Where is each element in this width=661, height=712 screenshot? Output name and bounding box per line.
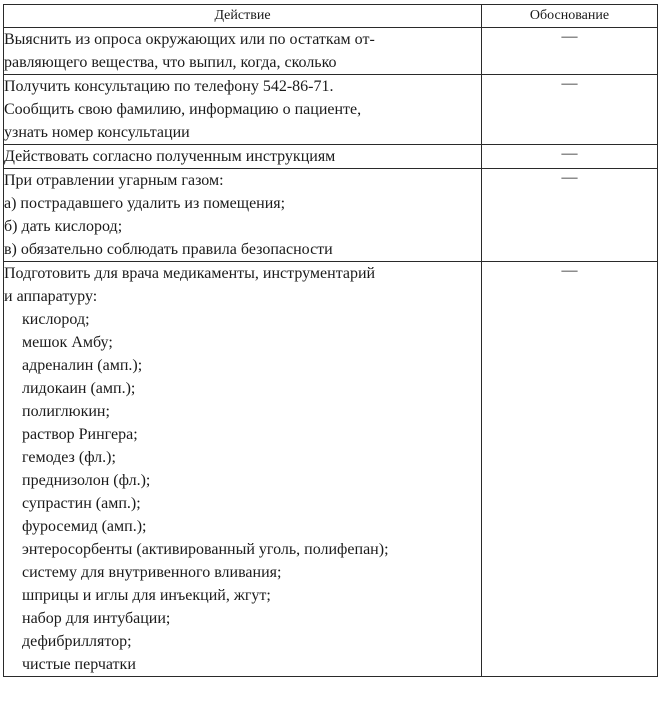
header-basis: Обоснование [482, 5, 658, 28]
list-item: полиглюкин; [22, 403, 110, 420]
action-cell [4, 75, 482, 145]
list-item: гемодез (фл.); [22, 449, 116, 466]
list-item: энтеросорбенты (активированный уголь, полифепан); [22, 541, 389, 558]
action-line: б) дать кислород; [4, 218, 123, 235]
list-item: шприцы и иглы для инъекций, жгут; [22, 587, 271, 604]
action-cell [4, 145, 482, 169]
list-item: лидокаин (амп.); [22, 380, 136, 397]
list-item: преднизолон (фл.); [22, 472, 151, 489]
action-cell [4, 28, 482, 75]
table-row [4, 75, 658, 145]
protocol-table [3, 4, 658, 677]
list-item: систему для внутривенного вливания; [22, 564, 282, 581]
action-line: Получить консультацию по телефону 542-86-71. [4, 78, 334, 95]
action-line: равляющего вещества, что выпил, когда, сколько [4, 54, 337, 71]
list-item: дефибриллятор; [22, 633, 132, 650]
list-item: кислород; [22, 311, 90, 328]
action-line: При отравлении угарным газом: [4, 172, 224, 189]
action-line: в) обязательно соблюдать правила безопасности [4, 241, 333, 258]
action-line: Выяснить из опроса окружающих или по остаткам от- [4, 31, 375, 48]
basis-cell: — [482, 145, 658, 169]
action-cell [4, 262, 482, 677]
table-row [4, 145, 658, 169]
basis-cell: — [482, 169, 658, 262]
list-item: адреналин (амп.); [22, 357, 143, 374]
table-row [4, 28, 658, 75]
table-row [4, 169, 658, 262]
list-item: мешок Амбу; [22, 334, 113, 351]
list-item: супрастин (амп.); [22, 495, 141, 512]
action-line: Сообщить свою фамилию, информацию о пациенте, [4, 101, 362, 118]
basis-cell: — [482, 75, 658, 145]
action-line: узнать номер консультации [4, 124, 190, 141]
action-line: а) пострадавшего удалить из помещения; [4, 195, 286, 212]
list-item: фуросемид (амп.); [22, 518, 147, 535]
basis-cell: — [482, 262, 658, 677]
list-item: раствор Рингера; [22, 426, 138, 443]
table-row [4, 262, 658, 677]
action-line: и аппаратуру: [4, 288, 98, 305]
action-line: Подготовить для врача медикаменты, инструментарий [4, 265, 376, 282]
table-header-row [4, 5, 658, 28]
basis-cell: — [482, 28, 658, 75]
list-item: чистые перчатки [22, 656, 136, 673]
header-action: Действие [4, 5, 482, 28]
action-cell [4, 169, 482, 262]
list-item: набор для интубации; [22, 610, 171, 627]
action-line: Действовать согласно полученным инструкциям [4, 148, 336, 165]
